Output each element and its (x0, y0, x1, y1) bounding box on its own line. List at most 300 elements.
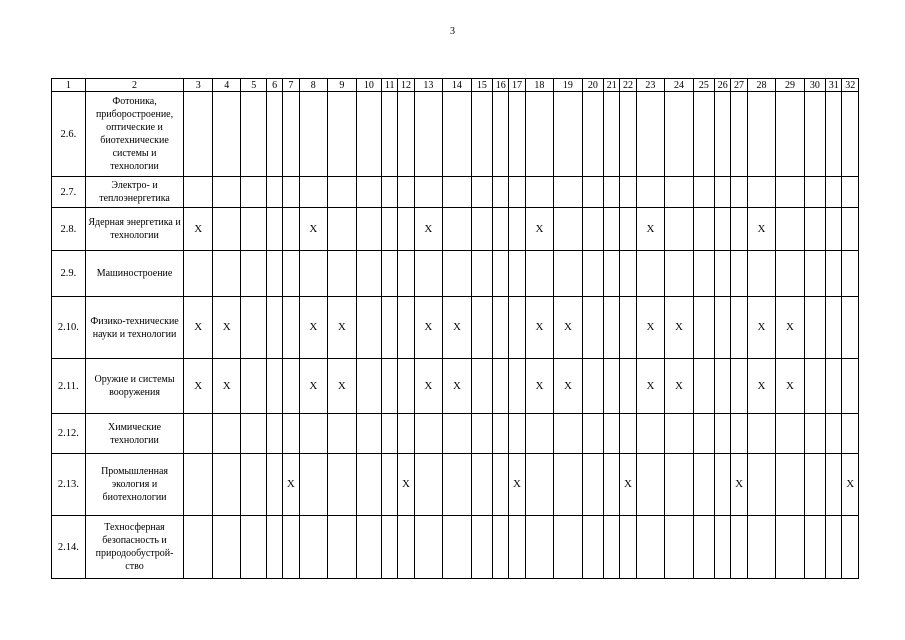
empty-cell (443, 454, 472, 516)
empty-cell (842, 516, 859, 579)
column-header: 12 (398, 79, 414, 92)
empty-cell (731, 297, 747, 359)
empty-cell (776, 177, 805, 208)
empty-cell (509, 92, 525, 177)
column-header: 8 (299, 79, 328, 92)
mark-cell: X (636, 297, 665, 359)
column-header: 6 (266, 79, 282, 92)
table-row (52, 177, 859, 208)
header-row (52, 79, 859, 92)
empty-cell (241, 454, 266, 516)
empty-cell (693, 516, 714, 579)
empty-cell (356, 92, 381, 177)
empty-cell (636, 516, 665, 579)
table-row (52, 92, 859, 177)
row-name: Электро- и теплоэнергетика (85, 177, 184, 208)
empty-cell (212, 414, 241, 454)
empty-cell (212, 177, 241, 208)
empty-cell (241, 359, 266, 414)
empty-cell (776, 454, 805, 516)
column-header: 25 (693, 79, 714, 92)
empty-cell (604, 414, 620, 454)
mark-cell: X (299, 297, 328, 359)
empty-cell (266, 251, 282, 297)
empty-cell (184, 177, 213, 208)
empty-cell (747, 251, 776, 297)
column-header: 14 (443, 79, 472, 92)
empty-cell (212, 516, 241, 579)
mark-cell: X (509, 454, 525, 516)
column-header: 31 (826, 79, 842, 92)
column-header: 28 (747, 79, 776, 92)
empty-cell (525, 251, 554, 297)
empty-cell (826, 414, 842, 454)
empty-cell (604, 297, 620, 359)
empty-cell (398, 92, 414, 177)
column-header: 17 (509, 79, 525, 92)
empty-cell (212, 208, 241, 251)
mark-cell: X (398, 454, 414, 516)
empty-cell (747, 92, 776, 177)
mark-cell: X (184, 359, 213, 414)
empty-cell (382, 359, 398, 414)
mark-cell: X (776, 297, 805, 359)
empty-cell (665, 454, 694, 516)
row-name: Химические технологии (85, 414, 184, 454)
empty-cell (636, 92, 665, 177)
empty-cell (398, 359, 414, 414)
table-row (52, 208, 859, 251)
column-header: 15 (471, 79, 492, 92)
mark-cell: X (747, 359, 776, 414)
empty-cell (299, 516, 328, 579)
empty-cell (731, 208, 747, 251)
column-header: 9 (328, 79, 357, 92)
empty-cell (715, 414, 731, 454)
empty-cell (554, 414, 583, 454)
empty-cell (776, 251, 805, 297)
empty-cell (443, 92, 472, 177)
empty-cell (604, 92, 620, 177)
empty-cell (299, 414, 328, 454)
empty-cell (471, 414, 492, 454)
empty-cell (715, 454, 731, 516)
empty-cell (582, 177, 603, 208)
column-header: 20 (582, 79, 603, 92)
mark-cell: X (328, 297, 357, 359)
empty-cell (328, 92, 357, 177)
empty-cell (328, 251, 357, 297)
empty-cell (582, 297, 603, 359)
empty-cell (299, 251, 328, 297)
row-number: 2.13. (52, 454, 86, 516)
empty-cell (509, 297, 525, 359)
column-header: 7 (283, 79, 299, 92)
empty-cell (842, 251, 859, 297)
empty-cell (414, 177, 443, 208)
empty-cell (471, 177, 492, 208)
data-table (51, 78, 859, 579)
mark-cell: X (299, 208, 328, 251)
empty-cell (604, 208, 620, 251)
empty-cell (382, 454, 398, 516)
empty-cell (382, 251, 398, 297)
mark-cell: X (665, 359, 694, 414)
column-header: 30 (804, 79, 825, 92)
mark-cell: X (283, 454, 299, 516)
empty-cell (715, 92, 731, 177)
empty-cell (804, 297, 825, 359)
empty-cell (554, 92, 583, 177)
column-header: 27 (731, 79, 747, 92)
empty-cell (184, 92, 213, 177)
mark-cell: X (443, 297, 472, 359)
empty-cell (241, 297, 266, 359)
empty-cell (620, 297, 636, 359)
empty-cell (398, 297, 414, 359)
row-number: 2.6. (52, 92, 86, 177)
empty-cell (715, 359, 731, 414)
empty-cell (842, 297, 859, 359)
mark-cell: X (747, 208, 776, 251)
mark-cell: X (414, 359, 443, 414)
empty-cell (266, 414, 282, 454)
empty-cell (443, 414, 472, 454)
row-number: 2.14. (52, 516, 86, 579)
empty-cell (382, 297, 398, 359)
empty-cell (356, 359, 381, 414)
empty-cell (582, 251, 603, 297)
empty-cell (747, 414, 776, 454)
mark-cell: X (636, 359, 665, 414)
empty-cell (636, 414, 665, 454)
empty-cell (414, 414, 443, 454)
empty-cell (471, 251, 492, 297)
row-number: 2.11. (52, 359, 86, 414)
empty-cell (414, 454, 443, 516)
empty-cell (382, 516, 398, 579)
empty-cell (328, 516, 357, 579)
empty-cell (842, 414, 859, 454)
row-number: 2.7. (52, 177, 86, 208)
empty-cell (283, 297, 299, 359)
column-header: 11 (382, 79, 398, 92)
empty-cell (731, 92, 747, 177)
empty-cell (826, 208, 842, 251)
empty-cell (414, 251, 443, 297)
empty-cell (731, 516, 747, 579)
empty-cell (184, 516, 213, 579)
empty-cell (636, 454, 665, 516)
row-number: 2.12. (52, 414, 86, 454)
column-header: 10 (356, 79, 381, 92)
empty-cell (382, 92, 398, 177)
empty-cell (471, 208, 492, 251)
mark-cell: X (620, 454, 636, 516)
column-header: 23 (636, 79, 665, 92)
empty-cell (842, 359, 859, 414)
mark-cell: X (184, 297, 213, 359)
empty-cell (776, 414, 805, 454)
empty-cell (509, 251, 525, 297)
empty-cell (826, 92, 842, 177)
empty-cell (693, 177, 714, 208)
empty-cell (804, 177, 825, 208)
empty-cell (283, 359, 299, 414)
mark-cell: X (665, 297, 694, 359)
empty-cell (493, 297, 509, 359)
empty-cell (804, 359, 825, 414)
empty-cell (509, 177, 525, 208)
empty-cell (554, 208, 583, 251)
column-header: 13 (414, 79, 443, 92)
mark-cell: X (776, 359, 805, 414)
column-header: 2 (85, 79, 184, 92)
empty-cell (582, 454, 603, 516)
empty-cell (747, 454, 776, 516)
empty-cell (283, 177, 299, 208)
empty-cell (665, 92, 694, 177)
empty-cell (804, 516, 825, 579)
row-name: Ядерная энергетика и технологии (85, 208, 184, 251)
empty-cell (356, 414, 381, 454)
column-header: 29 (776, 79, 805, 92)
empty-cell (715, 208, 731, 251)
empty-cell (382, 177, 398, 208)
empty-cell (398, 414, 414, 454)
empty-cell (620, 92, 636, 177)
empty-cell (693, 251, 714, 297)
empty-cell (266, 454, 282, 516)
empty-cell (283, 92, 299, 177)
table-row (52, 251, 859, 297)
empty-cell (212, 251, 241, 297)
empty-cell (398, 177, 414, 208)
empty-cell (665, 177, 694, 208)
empty-cell (693, 454, 714, 516)
empty-cell (266, 92, 282, 177)
empty-cell (665, 516, 694, 579)
empty-cell (356, 251, 381, 297)
mark-cell: X (212, 359, 241, 414)
row-name: Промышленная экология и биотехнологии (85, 454, 184, 516)
mark-cell: X (184, 208, 213, 251)
empty-cell (471, 359, 492, 414)
empty-cell (582, 516, 603, 579)
empty-cell (604, 516, 620, 579)
empty-cell (582, 208, 603, 251)
empty-cell (493, 92, 509, 177)
empty-cell (693, 359, 714, 414)
empty-cell (525, 177, 554, 208)
empty-cell (266, 359, 282, 414)
empty-cell (636, 177, 665, 208)
empty-cell (525, 454, 554, 516)
mark-cell: X (525, 297, 554, 359)
empty-cell (554, 251, 583, 297)
empty-cell (620, 516, 636, 579)
empty-cell (356, 297, 381, 359)
empty-cell (328, 454, 357, 516)
empty-cell (604, 251, 620, 297)
page-number: 3 (450, 26, 455, 37)
mark-cell: X (328, 359, 357, 414)
empty-cell (356, 177, 381, 208)
empty-cell (443, 177, 472, 208)
mark-cell: X (842, 454, 859, 516)
empty-cell (804, 208, 825, 251)
empty-cell (826, 454, 842, 516)
empty-cell (525, 92, 554, 177)
empty-cell (665, 251, 694, 297)
empty-cell (715, 251, 731, 297)
empty-cell (509, 516, 525, 579)
empty-cell (471, 92, 492, 177)
column-header: 32 (842, 79, 859, 92)
empty-cell (747, 516, 776, 579)
mark-cell: X (299, 359, 328, 414)
empty-cell (212, 454, 241, 516)
column-header: 1 (52, 79, 86, 92)
empty-cell (620, 251, 636, 297)
empty-cell (747, 177, 776, 208)
mark-cell: X (731, 454, 747, 516)
empty-cell (826, 177, 842, 208)
row-number: 2.10. (52, 297, 86, 359)
empty-cell (328, 208, 357, 251)
row-name: Оружие и системы вооружения (85, 359, 184, 414)
empty-cell (620, 208, 636, 251)
empty-cell (356, 208, 381, 251)
empty-cell (582, 92, 603, 177)
empty-cell (241, 251, 266, 297)
empty-cell (731, 251, 747, 297)
empty-cell (414, 516, 443, 579)
empty-cell (604, 177, 620, 208)
column-header: 19 (554, 79, 583, 92)
table-row (52, 359, 859, 414)
mark-cell: X (212, 297, 241, 359)
empty-cell (212, 92, 241, 177)
empty-cell (804, 454, 825, 516)
mark-cell: X (747, 297, 776, 359)
empty-cell (184, 454, 213, 516)
empty-cell (266, 297, 282, 359)
empty-cell (283, 251, 299, 297)
empty-cell (776, 92, 805, 177)
empty-cell (715, 297, 731, 359)
empty-cell (525, 414, 554, 454)
column-header: 4 (212, 79, 241, 92)
mark-cell: X (525, 208, 554, 251)
table-row (52, 516, 859, 579)
empty-cell (693, 297, 714, 359)
empty-cell (266, 516, 282, 579)
empty-cell (493, 414, 509, 454)
empty-cell (665, 208, 694, 251)
empty-cell (356, 454, 381, 516)
empty-cell (804, 414, 825, 454)
empty-cell (299, 92, 328, 177)
empty-cell (826, 251, 842, 297)
empty-cell (414, 92, 443, 177)
empty-cell (509, 208, 525, 251)
empty-cell (693, 92, 714, 177)
empty-cell (283, 414, 299, 454)
column-header: 3 (184, 79, 213, 92)
empty-cell (604, 359, 620, 414)
empty-cell (620, 359, 636, 414)
empty-cell (493, 251, 509, 297)
empty-cell (731, 177, 747, 208)
mark-cell: X (554, 297, 583, 359)
empty-cell (509, 359, 525, 414)
empty-cell (299, 454, 328, 516)
empty-cell (842, 208, 859, 251)
mark-cell: X (414, 297, 443, 359)
column-header: 22 (620, 79, 636, 92)
row-name: Техносферная безопасность и природообустрой-ство (85, 516, 184, 579)
row-name: Фотоника, приборостроение, оптические и биотехнические системы и технологии (85, 92, 184, 177)
empty-cell (804, 92, 825, 177)
empty-cell (620, 177, 636, 208)
empty-cell (382, 414, 398, 454)
row-name: Машиностроение (85, 251, 184, 297)
table-row (52, 414, 859, 454)
empty-cell (554, 516, 583, 579)
empty-cell (471, 454, 492, 516)
empty-cell (582, 359, 603, 414)
empty-cell (398, 516, 414, 579)
empty-cell (493, 359, 509, 414)
empty-cell (636, 251, 665, 297)
empty-cell (356, 516, 381, 579)
empty-cell (826, 297, 842, 359)
table-row (52, 297, 859, 359)
row-number: 2.8. (52, 208, 86, 251)
empty-cell (398, 251, 414, 297)
mark-cell: X (443, 359, 472, 414)
empty-cell (241, 208, 266, 251)
empty-cell (184, 251, 213, 297)
empty-cell (266, 177, 282, 208)
column-header: 26 (715, 79, 731, 92)
table-row (52, 454, 859, 516)
empty-cell (731, 414, 747, 454)
empty-cell (493, 208, 509, 251)
column-header: 24 (665, 79, 694, 92)
mark-cell: X (554, 359, 583, 414)
empty-cell (554, 177, 583, 208)
empty-cell (382, 208, 398, 251)
empty-cell (826, 359, 842, 414)
empty-cell (715, 177, 731, 208)
column-header: 18 (525, 79, 554, 92)
empty-cell (826, 516, 842, 579)
empty-cell (842, 92, 859, 177)
column-header: 5 (241, 79, 266, 92)
empty-cell (299, 177, 328, 208)
empty-cell (693, 414, 714, 454)
empty-cell (328, 414, 357, 454)
empty-cell (715, 516, 731, 579)
empty-cell (776, 516, 805, 579)
column-header: 16 (493, 79, 509, 92)
empty-cell (493, 516, 509, 579)
empty-cell (443, 251, 472, 297)
empty-cell (554, 454, 583, 516)
empty-cell (443, 516, 472, 579)
